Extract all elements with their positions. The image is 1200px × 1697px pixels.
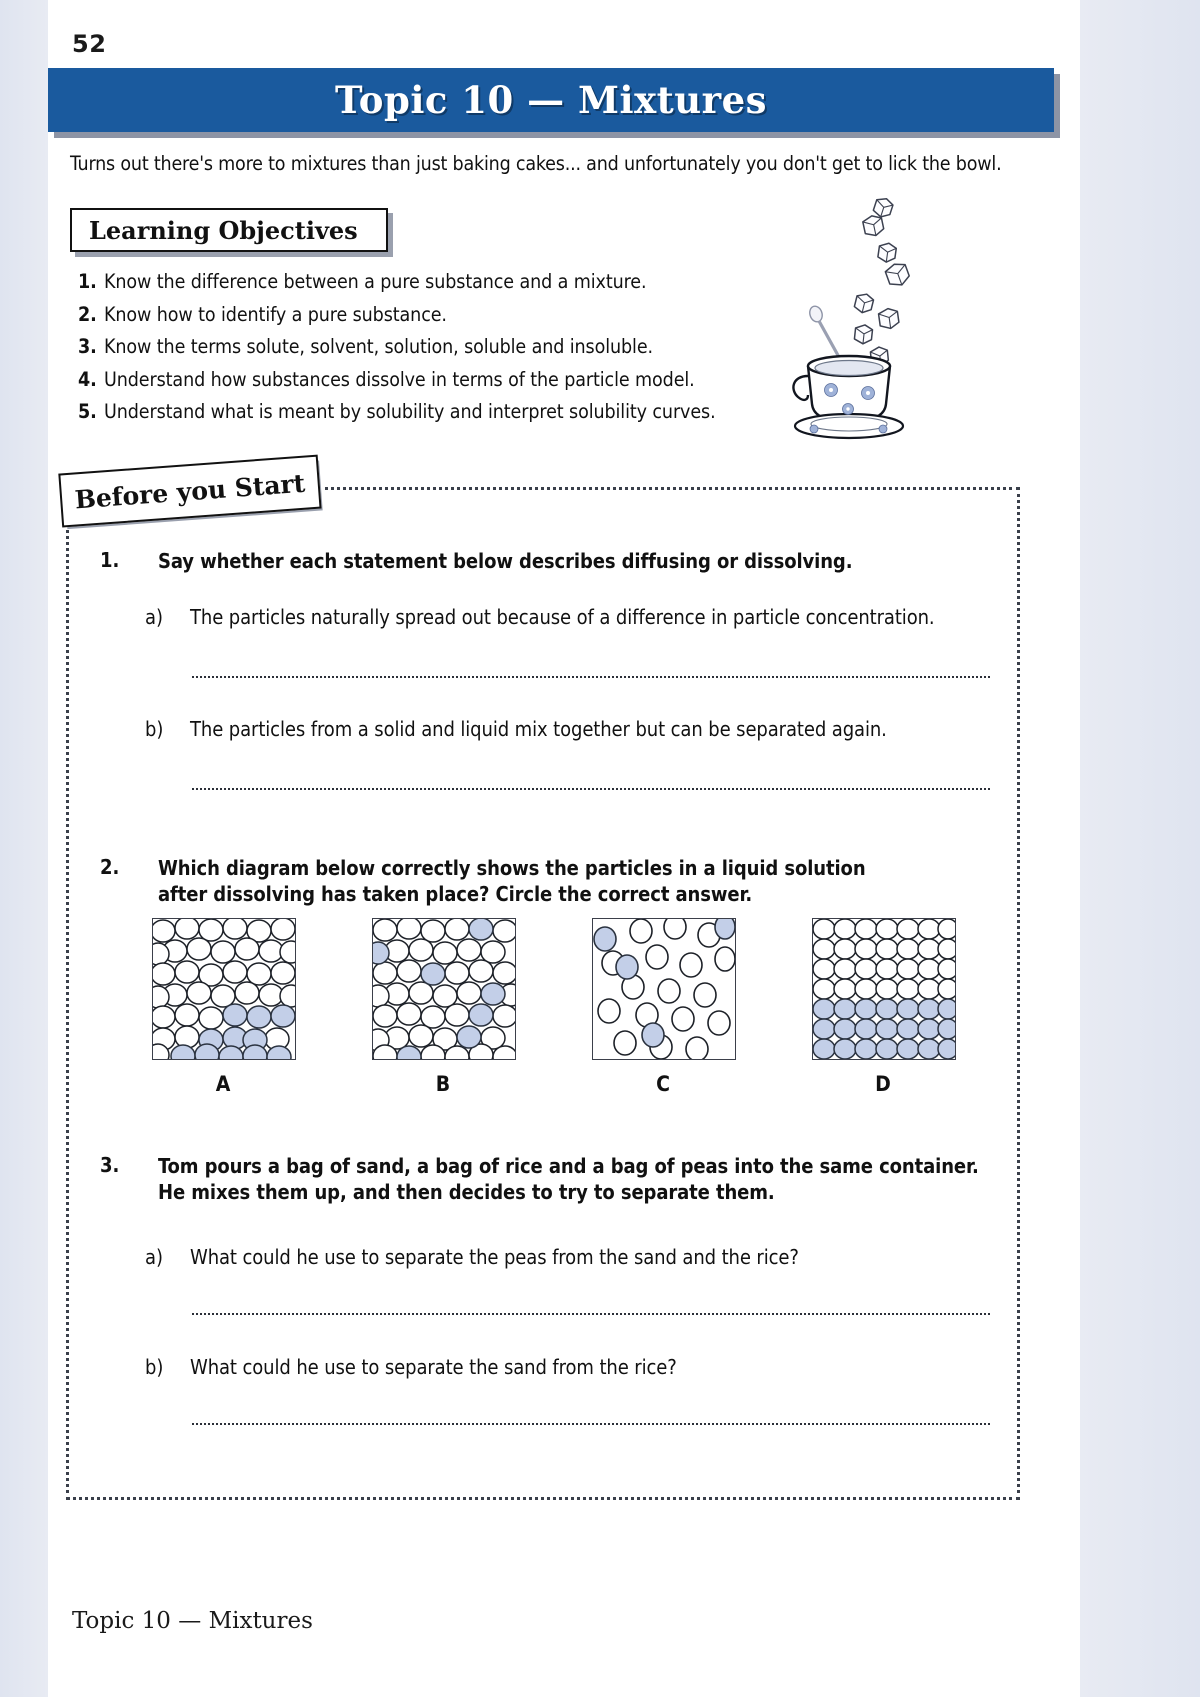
- question-3-stem: Tom pours a bag of sand, a bag of rice and a bag of peas into the same container. He mixes them up, and then decides to try to separate them.: [158, 1154, 979, 1205]
- question-3a-text: What could he use to separate the peas from the sand and the rice?: [190, 1245, 799, 1269]
- answer-line-1a[interactable]: [192, 676, 990, 678]
- question-1b: [145, 717, 1015, 741]
- answer-line-3a[interactable]: [192, 1313, 990, 1315]
- learning-objectives-box: [70, 208, 388, 252]
- question-3-number: 3.: [100, 1153, 120, 1177]
- footer-text: Topic 10 — Mixtures: [72, 1608, 313, 1634]
- particle-diagram-c[interactable]: [592, 918, 736, 1060]
- list-item: [78, 368, 778, 391]
- list-item: [78, 335, 778, 358]
- particle-diagram-d-label: D: [875, 1072, 891, 1096]
- question-3a-label: a): [145, 1245, 164, 1269]
- list-item-number: 2.: [78, 302, 97, 326]
- learning-objectives-title: Learning Objectives: [89, 215, 358, 245]
- page-number: 52: [72, 30, 107, 58]
- page-title: Topic 10 — Mixtures: [335, 78, 767, 122]
- list-item-label: Understand how substances dissolve in terms of the particle model.: [104, 367, 695, 391]
- question-1-stem: Say whether each statement below describes diffusing or dissolving.: [158, 549, 853, 573]
- list-item-label: Understand what is meant by solubility and interpret solubility curves.: [104, 400, 716, 423]
- question-3b-text: What could he use to separate the sand from the rice?: [190, 1355, 677, 1379]
- question-2-number: 2.: [100, 855, 120, 879]
- question-2: [100, 855, 930, 908]
- list-item: [78, 400, 778, 423]
- question-3b-label: b): [145, 1355, 164, 1379]
- intro-text: Turns out there's more to mixtures than just baking cakes... and unfortunately you don't get to lick the bowl.: [70, 152, 1002, 175]
- topic-banner: [48, 68, 1054, 132]
- banner-fill: [48, 68, 1054, 132]
- list-item: [78, 270, 778, 293]
- particle-diagram-a-label: A: [215, 1072, 231, 1096]
- right-margin-shading: [1080, 0, 1200, 1697]
- list-item-label: Know the terms solute, solvent, solution, soluble and insoluble.: [104, 335, 653, 358]
- question-1a-text: The particles naturally spread out because of a difference in particle concentration.: [190, 605, 935, 629]
- question-2-stem: Which diagram below correctly shows the particles in a liquid solution after dissolving has taken place? Circle the correct answer.: [158, 856, 866, 907]
- particle-diagram-c-label: C: [656, 1072, 670, 1096]
- list-item-number: 1.: [78, 270, 97, 293]
- teacup-with-sugar-cubes-illustration: [786, 190, 926, 440]
- particle-diagram-b-label: B: [435, 1072, 451, 1096]
- list-item: [78, 303, 778, 326]
- question-1: [100, 548, 1000, 574]
- question-3: [100, 1153, 1000, 1206]
- question-1b-label: b): [145, 717, 164, 741]
- learning-objectives-heading: [70, 208, 388, 252]
- list-item-label: Know the difference between a pure substance and a mixture.: [104, 270, 647, 293]
- particle-diagram-b[interactable]: [372, 918, 516, 1060]
- list-item-number: 4.: [78, 367, 97, 391]
- question-1b-text: The particles from a solid and liquid mix together but can be separated again.: [190, 717, 887, 741]
- answer-line-1b[interactable]: [192, 788, 990, 790]
- answer-line-3b[interactable]: [192, 1423, 990, 1425]
- left-margin-shading: [0, 0, 48, 1697]
- before-you-start-label: Before you Start: [73, 468, 307, 514]
- particle-diagram-d[interactable]: [812, 918, 956, 1060]
- question-1a-label: a): [145, 605, 164, 629]
- question-3b: [145, 1355, 1015, 1379]
- list-item-number: 3.: [78, 335, 97, 358]
- question-3a: [145, 1245, 1015, 1269]
- question-1a: [145, 605, 1015, 629]
- question-1-number: 1.: [100, 548, 120, 572]
- list-item-number: 5.: [78, 400, 97, 423]
- learning-objectives-list: [78, 270, 778, 433]
- list-item-label: Know how to identify a pure substance.: [104, 302, 447, 326]
- particle-diagram-a[interactable]: [152, 918, 296, 1060]
